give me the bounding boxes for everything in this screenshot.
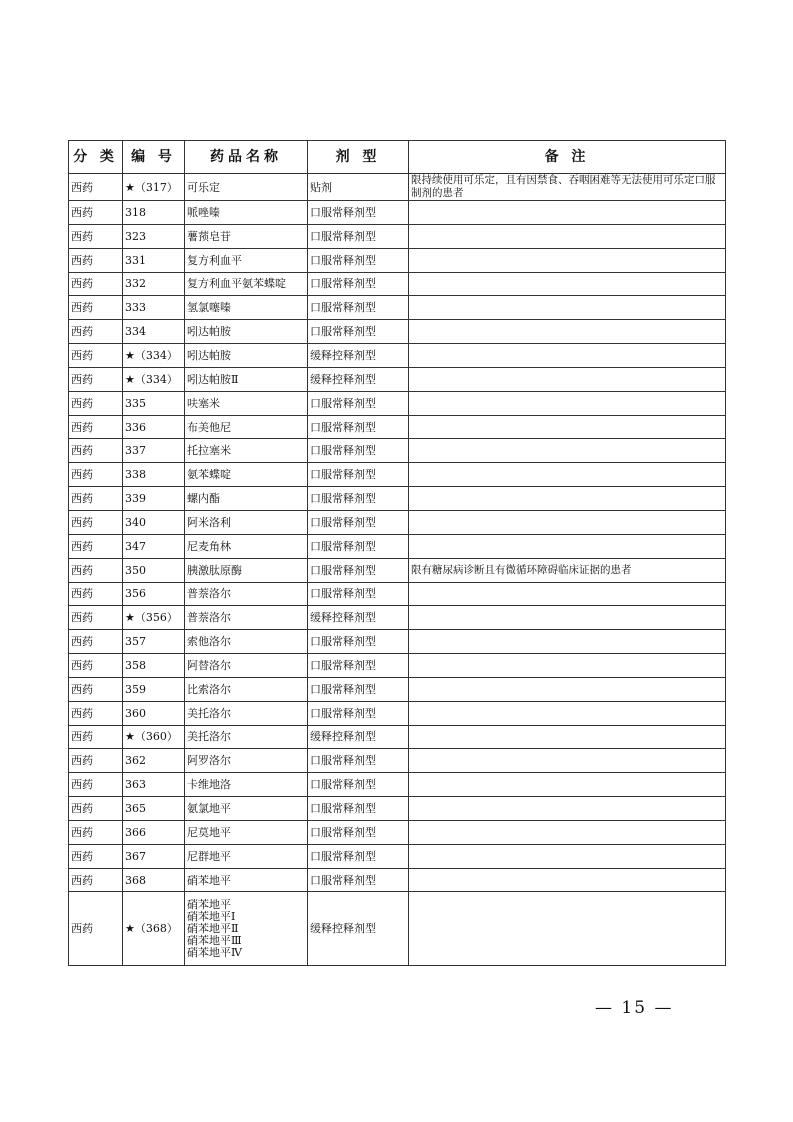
cell-code: 333 [123, 296, 185, 320]
table-row [69, 844, 726, 868]
cell-category: 西药 [69, 272, 123, 296]
table-row [69, 725, 726, 749]
cell-dosage-form: 口服常释剂型 [308, 654, 409, 678]
cell-dosage-form: 口服常释剂型 [308, 320, 409, 344]
cell-drug-name: 吲达帕胺Ⅱ [185, 367, 308, 391]
cell-dosage-form: 口服常释剂型 [308, 510, 409, 534]
table-row [69, 701, 726, 725]
cell-dosage-form: 口服常释剂型 [308, 534, 409, 558]
table-row [69, 820, 726, 844]
cell-code: 347 [123, 534, 185, 558]
cell-category: 西药 [69, 296, 123, 320]
cell-drug-name: 托拉塞米 [185, 439, 308, 463]
cell-remarks [409, 534, 726, 558]
table-row [69, 224, 726, 248]
cell-category: 西药 [69, 844, 123, 868]
cell-dosage-form: 口服常释剂型 [308, 415, 409, 439]
table-row [69, 606, 726, 630]
cell-category: 西药 [69, 749, 123, 773]
table-row [69, 654, 726, 678]
cell-code: 350 [123, 558, 185, 582]
cell-dosage-form: 口服常释剂型 [308, 797, 409, 821]
cell-drug-name: 阿米洛利 [185, 510, 308, 534]
table-row [69, 320, 726, 344]
cell-drug-name: 呋塞米 [185, 391, 308, 415]
table-row [69, 487, 726, 511]
cell-code: ★（356） [123, 606, 185, 630]
header-remarks: 备 注 [409, 141, 726, 174]
cell-code: 356 [123, 582, 185, 606]
cell-code: 340 [123, 510, 185, 534]
cell-code: 323 [123, 224, 185, 248]
cell-category: 西药 [69, 630, 123, 654]
table-row [69, 344, 726, 368]
cell-category: 西药 [69, 582, 123, 606]
cell-dosage-form: 口服常释剂型 [308, 463, 409, 487]
cell-code: 334 [123, 320, 185, 344]
cell-remarks [409, 701, 726, 725]
cell-code: ★（368） [123, 892, 185, 966]
table-row [69, 248, 726, 272]
cell-category: 西药 [69, 558, 123, 582]
cell-category: 西药 [69, 820, 123, 844]
table-row [69, 391, 726, 415]
cell-code: ★（334） [123, 344, 185, 368]
cell-category: 西药 [69, 224, 123, 248]
cell-remarks [409, 797, 726, 821]
cell-dosage-form: 口服常释剂型 [308, 677, 409, 701]
cell-dosage-form: 缓释控释剂型 [308, 892, 409, 966]
cell-category: 西药 [69, 606, 123, 630]
cell-remarks [409, 272, 726, 296]
cell-category: 西药 [69, 534, 123, 558]
cell-remarks [409, 892, 726, 966]
cell-dosage-form: 口服常释剂型 [308, 582, 409, 606]
table-body [69, 174, 726, 966]
cell-code: 362 [123, 749, 185, 773]
cell-dosage-form: 口服常释剂型 [308, 630, 409, 654]
cell-dosage-form: 口服常释剂型 [308, 224, 409, 248]
cell-code: 336 [123, 415, 185, 439]
table-row [69, 201, 726, 225]
cell-category: 西药 [69, 654, 123, 678]
cell-remarks [409, 320, 726, 344]
cell-category: 西药 [69, 892, 123, 966]
cell-category: 西药 [69, 487, 123, 511]
header-dosage-form: 剂 型 [308, 141, 409, 174]
cell-category: 西药 [69, 463, 123, 487]
table-row [69, 296, 726, 320]
cell-code: ★（360） [123, 725, 185, 749]
cell-drug-name: 复方利血平氨苯蝶啶 [185, 272, 308, 296]
table-row [69, 174, 726, 201]
cell-remarks [409, 630, 726, 654]
cell-category: 西药 [69, 201, 123, 225]
cell-category: 西药 [69, 797, 123, 821]
cell-remarks [409, 391, 726, 415]
cell-drug-name: 美托洛尔 [185, 701, 308, 725]
cell-drug-name: 氨苯蝶啶 [185, 463, 308, 487]
cell-dosage-form: 口服常释剂型 [308, 868, 409, 892]
table-header-row [69, 141, 726, 174]
table-row [69, 582, 726, 606]
cell-code: 358 [123, 654, 185, 678]
cell-code: 367 [123, 844, 185, 868]
cell-drug-name: 比索洛尔 [185, 677, 308, 701]
cell-remarks [409, 820, 726, 844]
cell-category: 西药 [69, 174, 123, 201]
cell-dosage-form: 缓释控释剂型 [308, 344, 409, 368]
cell-remarks [409, 844, 726, 868]
cell-dosage-form: 缓释控释剂型 [308, 367, 409, 391]
cell-code: 360 [123, 701, 185, 725]
drug-name-line: 硝苯地平Ⅱ [187, 921, 239, 935]
cell-dosage-form: 缓释控释剂型 [308, 725, 409, 749]
cell-drug-name: 可乐定 [185, 174, 308, 201]
header-drug-name: 药品名称 [185, 141, 308, 174]
cell-remarks [409, 367, 726, 391]
cell-category: 西药 [69, 248, 123, 272]
cell-dosage-form: 口服常释剂型 [308, 701, 409, 725]
header-code: 编 号 [123, 141, 185, 174]
cell-category: 西药 [69, 439, 123, 463]
cell-category: 西药 [69, 868, 123, 892]
cell-dosage-form: 口服常释剂型 [308, 272, 409, 296]
header-category: 分 类 [69, 141, 123, 174]
cell-category: 西药 [69, 701, 123, 725]
cell-code: 335 [123, 391, 185, 415]
cell-code: 337 [123, 439, 185, 463]
table-row [69, 749, 726, 773]
cell-drug-name: 氢氯噻嗪 [185, 296, 308, 320]
cell-remarks [409, 463, 726, 487]
table-row [69, 272, 726, 296]
cell-dosage-form: 口服常释剂型 [308, 844, 409, 868]
cell-drug-name: 硝苯地平 [185, 868, 308, 892]
cell-remarks: 限有糖尿病诊断且有微循环障碍临床证据的患者 [409, 558, 726, 582]
cell-drug-name: 薯蓣皂苷 [185, 224, 308, 248]
cell-code: 365 [123, 797, 185, 821]
cell-code: 359 [123, 677, 185, 701]
table-row [69, 797, 726, 821]
table-row [69, 367, 726, 391]
cell-category: 西药 [69, 725, 123, 749]
cell-dosage-form: 口服常释剂型 [308, 439, 409, 463]
table-row [69, 892, 726, 966]
cell-dosage-form: 口服常释剂型 [308, 391, 409, 415]
cell-category: 西药 [69, 344, 123, 368]
cell-dosage-form: 口服常释剂型 [308, 773, 409, 797]
cell-dosage-form: 口服常释剂型 [308, 296, 409, 320]
drug-table [68, 140, 726, 966]
cell-code: 366 [123, 820, 185, 844]
cell-dosage-form: 口服常释剂型 [308, 487, 409, 511]
table-row [69, 868, 726, 892]
cell-remarks [409, 415, 726, 439]
cell-code: 339 [123, 487, 185, 511]
cell-code: ★（334） [123, 367, 185, 391]
cell-drug-name: 阿罗洛尔 [185, 749, 308, 773]
drug-name-line: 硝苯地平Ⅳ [187, 945, 242, 959]
page-number: — 15 — [595, 998, 674, 1018]
cell-drug-name: 氨氯地平 [185, 797, 308, 821]
cell-drug-name: 胰激肽原酶 [185, 558, 308, 582]
drug-name-line: 硝苯地平Ⅰ [187, 909, 236, 923]
cell-drug-name: 阿替洛尔 [185, 654, 308, 678]
cell-remarks [409, 654, 726, 678]
cell-category: 西药 [69, 510, 123, 534]
cell-code: 357 [123, 630, 185, 654]
cell-category: 西药 [69, 773, 123, 797]
cell-category: 西药 [69, 367, 123, 391]
cell-remarks [409, 868, 726, 892]
cell-remarks [409, 749, 726, 773]
cell-remarks [409, 296, 726, 320]
cell-remarks [409, 487, 726, 511]
cell-drug-name: 布美他尼 [185, 415, 308, 439]
cell-drug-name: 尼群地平 [185, 844, 308, 868]
cell-remarks [409, 510, 726, 534]
cell-drug-name: 吲达帕胺 [185, 344, 308, 368]
cell-dosage-form: 贴剂 [308, 174, 409, 201]
cell-drug-name: 普萘洛尔 [185, 582, 308, 606]
table-row [69, 630, 726, 654]
cell-drug-name: 吲达帕胺 [185, 320, 308, 344]
table-row [69, 773, 726, 797]
cell-drug-name: 哌唑嗪 [185, 201, 308, 225]
cell-drug-name: 复方利血平 [185, 248, 308, 272]
cell-dosage-form: 口服常释剂型 [308, 201, 409, 225]
cell-code: 332 [123, 272, 185, 296]
cell-category: 西药 [69, 391, 123, 415]
cell-remarks [409, 224, 726, 248]
cell-category: 西药 [69, 320, 123, 344]
cell-dosage-form: 口服常释剂型 [308, 749, 409, 773]
cell-code: 331 [123, 248, 185, 272]
drug-name-line: 硝苯地平 [187, 897, 231, 911]
table-row [69, 415, 726, 439]
cell-drug-name: 美托洛尔 [185, 725, 308, 749]
table-row [69, 558, 726, 582]
cell-dosage-form: 口服常释剂型 [308, 248, 409, 272]
cell-remarks [409, 439, 726, 463]
cell-remarks [409, 201, 726, 225]
cell-code: 368 [123, 868, 185, 892]
cell-drug-name: 螺内酯 [185, 487, 308, 511]
table-row [69, 510, 726, 534]
cell-code: ★（317） [123, 174, 185, 201]
cell-remarks [409, 582, 726, 606]
cell-dosage-form: 缓释控释剂型 [308, 606, 409, 630]
cell-drug-name [185, 892, 308, 966]
cell-code: 318 [123, 201, 185, 225]
cell-remarks [409, 677, 726, 701]
cell-drug-name: 卡维地洛 [185, 773, 308, 797]
cell-remarks [409, 606, 726, 630]
drug-name-line: 硝苯地平Ⅲ [187, 933, 242, 947]
cell-drug-name: 尼莫地平 [185, 820, 308, 844]
table-row [69, 439, 726, 463]
cell-drug-name: 普萘洛尔 [185, 606, 308, 630]
cell-dosage-form: 口服常释剂型 [308, 820, 409, 844]
cell-code: 338 [123, 463, 185, 487]
cell-category: 西药 [69, 415, 123, 439]
cell-remarks: 限持续使用可乐定，且有因禁食、吞咽困难等无法使用可乐定口服制剂的患者 [409, 174, 726, 201]
table-row [69, 534, 726, 558]
table-row [69, 677, 726, 701]
cell-remarks [409, 344, 726, 368]
table-row [69, 463, 726, 487]
cell-remarks [409, 773, 726, 797]
cell-dosage-form: 口服常释剂型 [308, 558, 409, 582]
cell-category: 西药 [69, 677, 123, 701]
cell-drug-name: 尼麦角林 [185, 534, 308, 558]
cell-remarks [409, 725, 726, 749]
cell-code: 363 [123, 773, 185, 797]
cell-drug-name: 索他洛尔 [185, 630, 308, 654]
cell-remarks [409, 248, 726, 272]
